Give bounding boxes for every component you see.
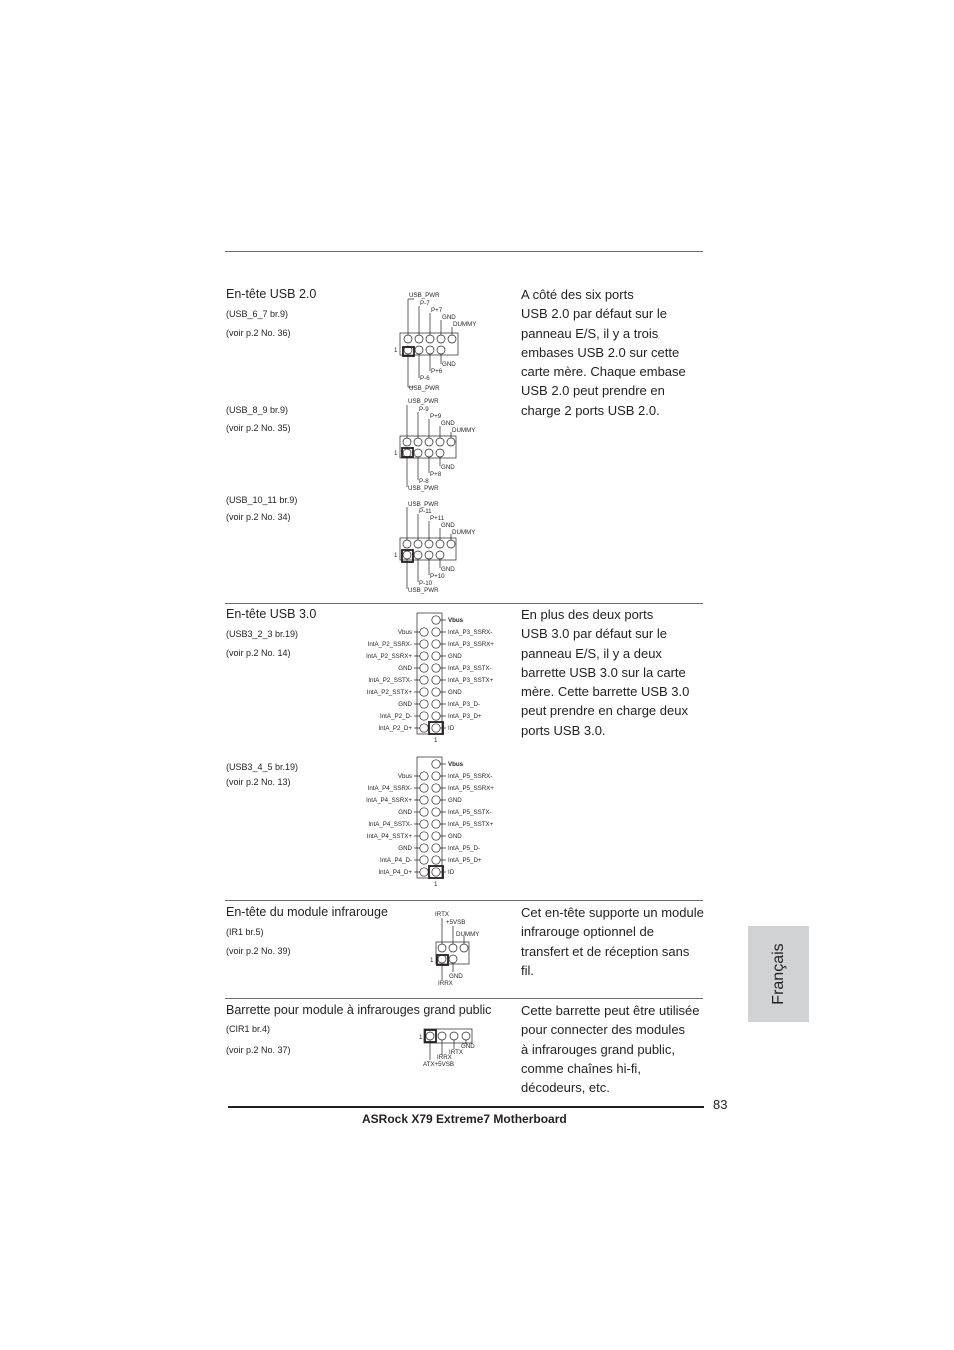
usb3-2-left-2: IntA_P4_SSRX+ <box>366 797 412 804</box>
usb2-header-diagram-1 <box>394 289 494 395</box>
usb3-1-right-3: IntA_P3_SSTX- <box>448 665 492 672</box>
usb2-1-bot-p: P-6 <box>420 375 430 382</box>
page-number: 83 <box>713 1097 728 1112</box>
usb2-c1-ref: (voir p.2 No. 36) <box>226 328 291 338</box>
usb2-2-one: 1 <box>394 450 398 457</box>
cir-description: Cette barrette peut être utilisée pour connecter des modules à infrarouges grand public, comme chaînes hi-fi, décodeurs, etc. <box>521 1003 700 1096</box>
cir-gnd: GND <box>461 1043 475 1050</box>
usb3-c1-ref: (voir p.2 No. 14) <box>226 648 291 658</box>
cir-atx: ATX+5VSB <box>423 1061 455 1068</box>
usb3-1-right-1: IntA_P3_SSRX+ <box>448 641 494 648</box>
cir-one: 1 <box>419 1034 423 1041</box>
ir-name: (IR1 br.5) <box>226 927 264 937</box>
usb2-c1-name: (USB_6_7 br.9) <box>226 309 289 319</box>
usb3-2-right-1: IntA_P5_SSRX+ <box>448 785 494 792</box>
footer-rule <box>228 1106 704 1108</box>
usb3-2-one: 1 <box>434 881 438 888</box>
usb2-header-diagram-3 <box>394 498 494 598</box>
usb2-1-top-gnd: GND <box>442 314 456 321</box>
usb2-1-top-p: P-7 <box>420 300 430 307</box>
usb3-header-diagram-2 <box>340 754 520 890</box>
usb3-1-left-3: GND <box>398 665 412 672</box>
usb2-3-bot-p: P-10 <box>419 580 433 587</box>
usb2-3-top-pp: P+11 <box>430 515 445 522</box>
usb2-1-top-pwr: USB_PWR <box>409 292 440 299</box>
usb2-header-diagram-2 <box>394 396 494 496</box>
usb3-1-right-4: IntA_P3_SSTX+ <box>448 677 494 684</box>
usb3-1-left-6: GND <box>398 701 412 708</box>
usb3-2-top: Vbus <box>448 761 464 768</box>
usb3-1-right-0: IntA_P3_SSRX- <box>448 629 493 636</box>
usb3-2-right-5: GND <box>448 833 462 840</box>
usb3-2-right-8: ID <box>448 869 455 876</box>
usb2-3-bot-gnd: GND <box>441 566 455 573</box>
usb2-1-bot-pwr: USB_PWR <box>409 385 440 392</box>
usb3-1-left-4: IntA_P2_SSTX- <box>368 677 412 684</box>
usb3-1-left-2: IntA_P2_SSRX+ <box>366 653 412 660</box>
usb3-c2-name: (USB3_4_5 br.19) <box>226 762 299 772</box>
usb3-2-right-0: IntA_P5_SSRX- <box>448 773 493 780</box>
usb3-1-left-0: Vbus <box>397 629 412 636</box>
usb3-header-diagram-1 <box>340 610 520 746</box>
ir-irrx: IRRX <box>438 980 453 987</box>
cir-title: Barrette pour module à infrarouges grand public <box>226 1003 492 1017</box>
usb3-1-left-5: IntA_P2_SSTX+ <box>366 689 412 696</box>
cir-irrx: IRRX <box>437 1054 452 1061</box>
ir-title: En-tête du module infrarouge <box>226 905 388 919</box>
usb2-c2-name: (USB_8_9 br.9) <box>226 405 289 415</box>
usb3-2-right-7: IntA_P5_D+ <box>448 857 482 864</box>
usb2-1-bot-gnd: GND <box>442 361 456 368</box>
usb3-2-right-4: IntA_P5_SSTX+ <box>448 821 494 828</box>
usb2-1-bot-pp: P+6 <box>431 368 443 375</box>
ir-one: 1 <box>430 957 434 964</box>
usb3-c1-name: (USB3_2_3 br.19) <box>226 629 299 639</box>
usb2-2-top-pwr: USB_PWR <box>408 398 439 405</box>
usb3-1-right-7: IntA_P3_D+ <box>448 713 482 720</box>
usb3-2-right-6: IntA_P5_D- <box>448 845 480 852</box>
usb2-3-bot-pwr: USB_PWR <box>408 587 439 594</box>
usb3-2-left-6: GND <box>398 845 412 852</box>
usb2-1-dummy: DUMMY <box>453 321 477 328</box>
language-side-tab-label: Français <box>769 943 787 1005</box>
usb2-2-bot-pwr: USB_PWR <box>408 485 439 492</box>
section-rule-ir <box>225 900 703 901</box>
cir-name: (CIR1 br.4) <box>226 1024 271 1034</box>
ir-dummy: DUMMY <box>456 931 480 938</box>
ir-description: Cet en-tête supporte un module infrarouge optionnel de transfert et de réception sans fil. <box>521 905 704 978</box>
usb3-2-left-8: IntA_P4_D+ <box>378 869 412 876</box>
usb3-2-left-3: GND <box>398 809 412 816</box>
usb3-1-left-1: IntA_P2_SSRX- <box>367 641 412 648</box>
usb3-2-left-1: IntA_P4_SSRX- <box>367 785 412 792</box>
usb2-3-top-gnd: GND <box>441 522 455 529</box>
usb3-1-top: Vbus <box>448 617 464 624</box>
usb2-2-top-gnd: GND <box>441 420 455 427</box>
ir-ref: (voir p.2 No. 39) <box>226 946 291 956</box>
usb2-2-top-p: P-9 <box>419 406 429 413</box>
usb3-1-right-6: IntA_P3_D- <box>448 701 480 708</box>
usb2-2-bot-pp: P+8 <box>430 471 442 478</box>
usb2-2-bot-p: P-8 <box>419 478 429 485</box>
usb2-title: En-tête USB 2.0 <box>226 287 317 301</box>
top-rule <box>225 251 703 252</box>
usb2-2-bot-gnd: GND <box>441 464 455 471</box>
cir-irtx: IRTX <box>449 1049 463 1056</box>
ir-header-diagram <box>428 906 498 990</box>
usb3-2-left-4: IntA_P4_SSTX- <box>368 821 412 828</box>
usb3-2-right-3: IntA_P5_SSTX- <box>448 809 492 816</box>
section-rule-cir <box>225 998 703 999</box>
usb3-c2-ref: (voir p.2 No. 13) <box>226 777 291 787</box>
usb2-description: A côté des six ports USB 2.0 par défaut sur le panneau E/S, il y a trois embases USB 2.0 sur cette carte mère. Chaque embase USB 2.0 peut prendre en charge 2 ports USB 2.0. <box>521 287 686 418</box>
usb3-1-left-8: IntA_P2_D+ <box>378 725 412 732</box>
usb3-2-left-5: IntA_P4_SSTX+ <box>366 833 412 840</box>
footer-product-name: ASRock X79 Extreme7 Motherboard <box>362 1112 567 1126</box>
usb2-3-dummy: DUMMY <box>452 529 476 536</box>
usb2-3-bot-pp: P+10 <box>430 573 445 580</box>
ir-irtx: IRTX <box>435 911 449 918</box>
usb3-2-left-7: IntA_P4_D- <box>380 857 412 864</box>
usb3-2-right-2: GND <box>448 797 462 804</box>
usb3-1-one: 1 <box>434 737 438 744</box>
usb3-1-left-7: IntA_P2_D- <box>380 713 412 720</box>
ir-gnd: GND <box>449 973 463 980</box>
cir-ref: (voir p.2 No. 37) <box>226 1045 291 1055</box>
usb2-c3-ref: (voir p.2 No. 34) <box>226 512 291 522</box>
usb2-c3-name: (USB_10_11 br.9) <box>226 495 298 505</box>
usb2-2-top-pp: P+9 <box>430 413 442 420</box>
ir-svsb: +5VSB <box>446 919 466 926</box>
section-rule-usb3 <box>225 603 703 604</box>
usb2-3-one: 1 <box>394 552 398 559</box>
usb2-c2-ref: (voir p.2 No. 35) <box>226 423 291 433</box>
cir-header-diagram <box>418 1024 488 1072</box>
usb3-title: En-tête USB 3.0 <box>226 607 317 621</box>
usb3-description: En plus des deux ports USB 3.0 par défaut sur le panneau E/S, il y a deux barrette USB 3.0 sur la carte mère. Cette barrette USB 3.0 peut prendre en charge deux ports USB 3.0. <box>521 607 690 738</box>
language-side-tab <box>748 926 809 1022</box>
usb3-1-right-2: GND <box>448 653 462 660</box>
usb2-3-top-pwr: USB_PWR <box>408 501 439 508</box>
usb3-1-right-8: ID <box>448 725 455 732</box>
usb3-1-right-5: GND <box>448 689 462 696</box>
usb2-1-top-pp: P+7 <box>431 307 443 314</box>
usb2-3-top-p: P-11 <box>419 508 432 515</box>
usb2-1-one: 1 <box>394 347 398 354</box>
usb2-2-dummy: DUMMY <box>452 427 476 434</box>
usb3-2-left-0: Vbus <box>397 773 412 780</box>
